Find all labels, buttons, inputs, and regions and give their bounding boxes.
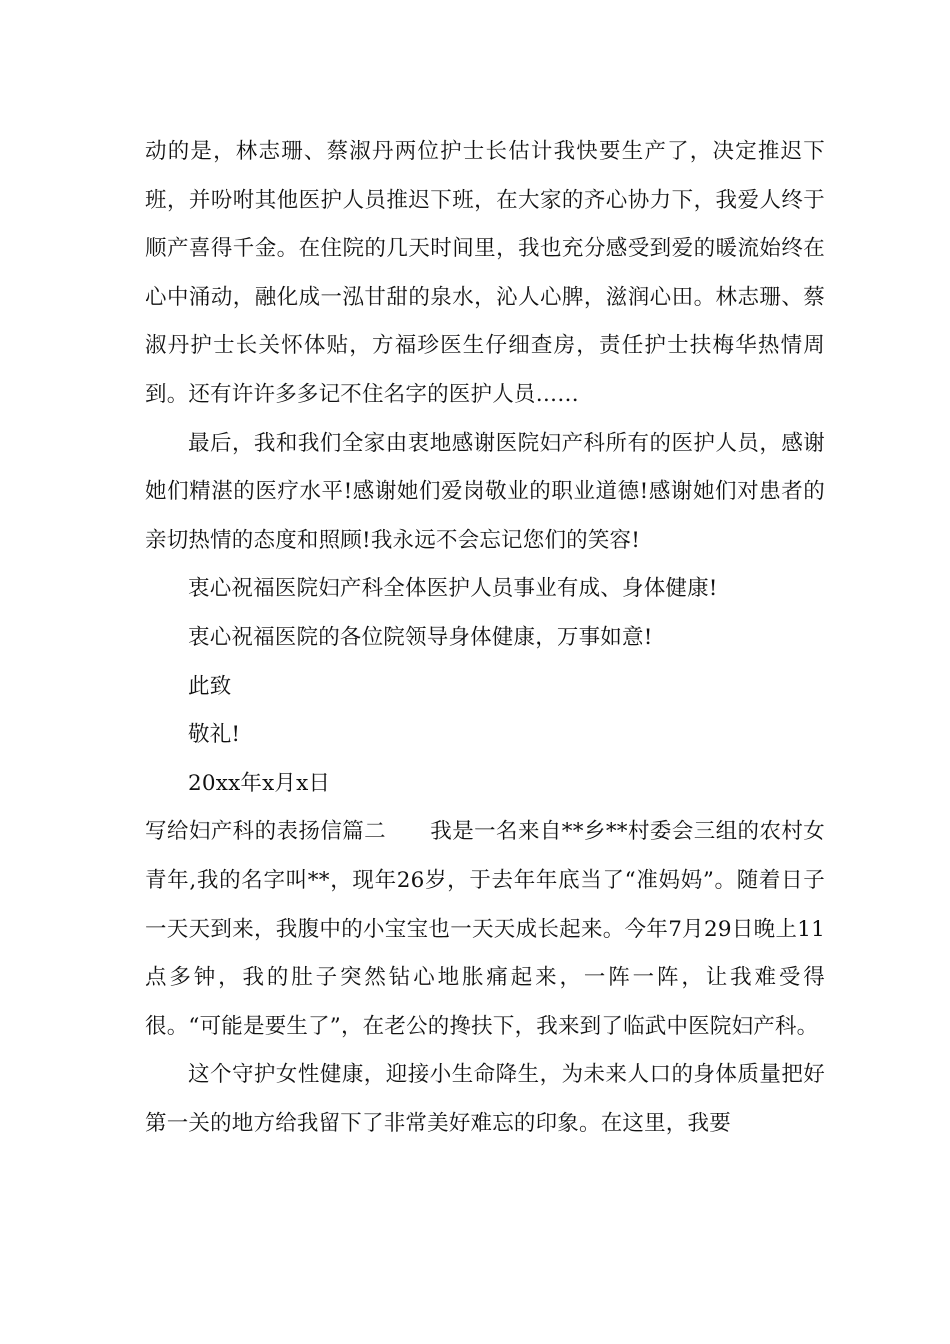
section-two-paragraph <box>145 808 825 1051</box>
salutation-ci-zhi: 此致 <box>188 673 232 699</box>
section-two-heading: 写给妇产科的表扬信篇二 <box>145 819 387 845</box>
section-two-text: 我是一名来自**乡**村委会三组的农村女青年,我的名字叫**，现年26岁，于去年年底当了“准妈妈”。随着日子一天天到来，我腹中的小宝宝也一天天成长起来。今年7月29日晚上11点多钟，我的肚子突然钻心地胀痛起来，一阵一阵，让我难受得很。“可能是要生了”，在老公的搀扶下，我来到了临武中医院妇产科。 <box>145 819 825 1039</box>
letter-body <box>145 128 825 1148</box>
paragraph-thanks: 最后，我和我们全家由衷地感谢医院妇产科所有的医护人员，感谢她们精湛的医疗水平!感谢她们爱岗敬业的职业道德!感谢她们对患者的亲切热情的态度和照顾!我永远不会忘记您们的笑容! <box>145 430 825 553</box>
paragraph-hospital-care: 动的是，林志珊、蔡淑丹两位护士长估计我快要生产了，决定推迟下班，并吩咐其他医护人员推迟下班，在大家的齐心协力下，我爱人终于顺产喜得千金。在住院的几天时间里，我也充分感受到爱的暖流始终在心中涌动，融化成一泓甘甜的泉水，沁人心脾，滋润心田。林志珊、蔡淑丹护士长关怀体贴，方福珍医生仔细查房，责任护士扶梅华热情周到。还有许许多多记不住名字的医护人员…… <box>145 139 825 407</box>
paragraph-impression: 这个守护女性健康，迎接小生命降生，为未来人口的身体质量把好第一关的地方给我留下了非常美好难忘的印象。在这里，我要 <box>145 1062 825 1136</box>
salutation-jing-li: 敬礼! <box>188 722 241 748</box>
paragraph-blessing-staff: 衷心祝福医院妇产科全体医护人员事业有成、身体健康! <box>188 576 718 602</box>
paragraph-blessing-leaders: 衷心祝福医院的各位院领导身体健康，万事如意! <box>188 624 653 650</box>
letter-date: 20xx年x月x日 <box>188 770 331 796</box>
